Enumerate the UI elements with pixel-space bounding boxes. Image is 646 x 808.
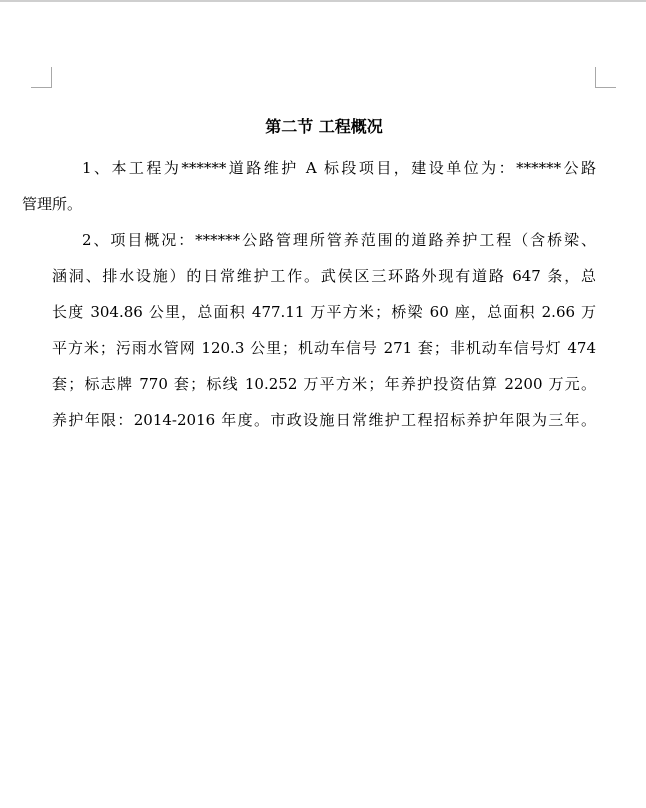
paragraph-2-line-1: 2、项目概况：******公路管理所管养范围的道路养护工程（含桥梁、 xyxy=(82,231,596,249)
section-title: 第二节 工程概况 xyxy=(265,117,383,136)
paragraph-2-line-6: 养护年限：2014-2016 年度。市政设施日常维护工程招标养护年限为三年。 xyxy=(52,411,596,429)
paragraph-2 xyxy=(52,222,596,438)
paragraph-2-line-3: 长度 304.86 公里，总面积 477.11 万平方米；桥梁 60 座，总面积 2.66 万 xyxy=(52,303,596,321)
paragraph-2-line-5: 套；标志牌 770 套；标线 10.252 万平方米；年养护投资估算 2200 万元。 xyxy=(52,375,596,393)
paragraph-2-line-2: 涵洞、排水设施）的日常维护工作。武侯区三环路外现有道路 647 条，总 xyxy=(52,267,596,285)
paragraph-1-line-1: 1、本工程为******道路维护 A 标段项目，建设单位为：******公路 xyxy=(82,159,596,177)
crop-mark-top-left xyxy=(31,67,52,88)
document-body xyxy=(22,112,596,438)
paragraph-1-line-2: 管理所。 xyxy=(22,195,83,213)
paragraph-2-line-4: 平方米；污雨水管网 120.3 公里；机动车信号 271 套；非机动车信号灯 474 xyxy=(52,339,596,357)
crop-mark-top-right xyxy=(595,67,616,88)
paragraph-1 xyxy=(22,150,596,222)
window-top-border xyxy=(0,0,646,2)
